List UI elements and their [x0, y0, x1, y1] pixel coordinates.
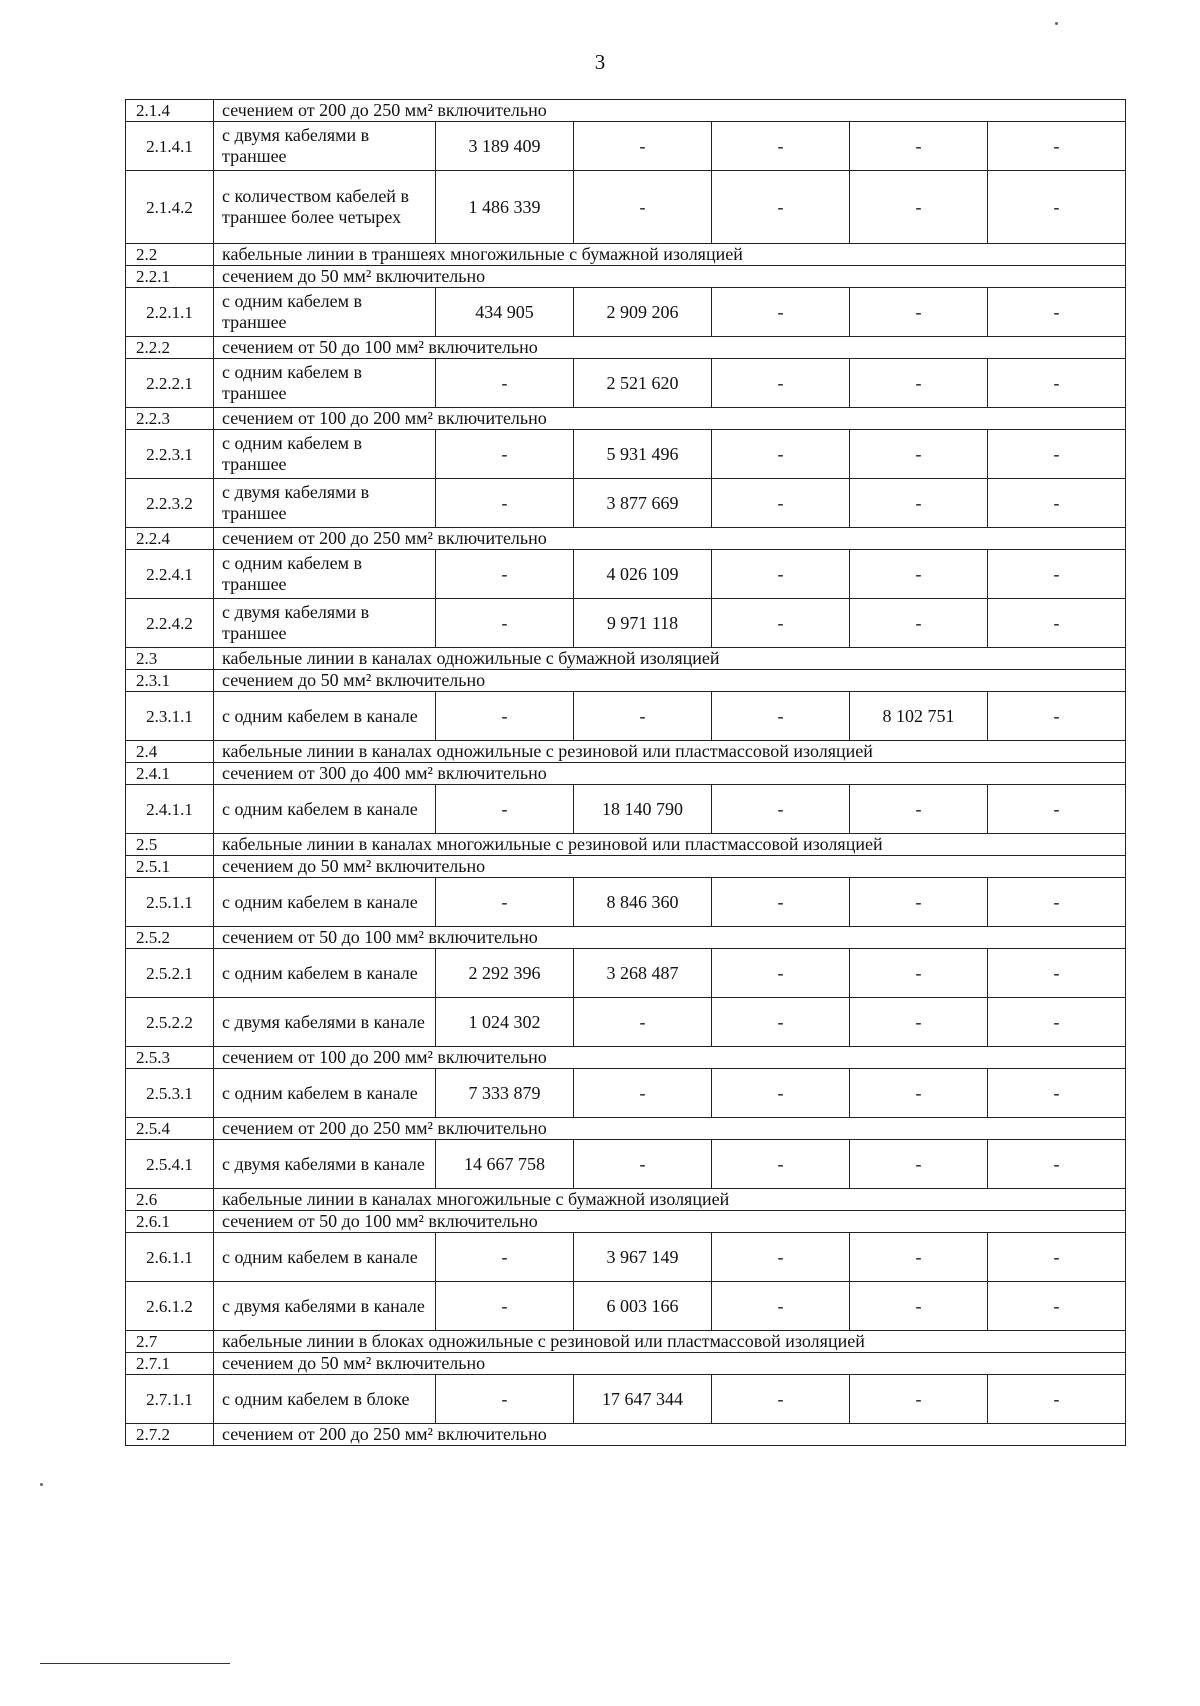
table-row: [126, 1069, 1126, 1118]
section-row: [126, 1211, 1126, 1233]
section-row: [126, 856, 1126, 878]
table-row: [126, 949, 1126, 998]
page-number: 3: [594, 50, 606, 74]
rates-table-container: [125, 99, 1125, 1446]
row-description: с одним кабелем в канале: [214, 692, 436, 741]
value-cell: -: [850, 1233, 988, 1282]
row-code: 2.2.4: [126, 528, 214, 550]
value-cell: -: [850, 171, 988, 244]
section-row: [126, 670, 1126, 692]
row-code: 2.7.1: [126, 1353, 214, 1375]
row-description: с двумя кабелями в траншее: [214, 599, 436, 648]
value-cell: -: [850, 479, 988, 528]
row-description: сечением от 50 до 100 мм² включительно: [214, 337, 1126, 359]
row-code: 2.7.1.1: [126, 1375, 214, 1424]
value-cell: 434 905: [436, 288, 574, 337]
row-code: 2.1.4.2: [126, 171, 214, 244]
value-cell: 9 971 118: [574, 599, 712, 648]
row-description: с двумя кабелями в канале: [214, 998, 436, 1047]
section-row: [126, 1331, 1126, 1353]
value-cell: -: [988, 171, 1126, 244]
value-cell: -: [436, 1233, 574, 1282]
value-cell: -: [436, 479, 574, 528]
row-code: 2.2.3: [126, 408, 214, 430]
value-cell: -: [712, 785, 850, 834]
row-description: кабельные линии в блоках одножильные с резиновой или пластмассовой изоляцией: [214, 1331, 1126, 1353]
value-cell: -: [850, 1282, 988, 1331]
value-cell: 5 931 496: [574, 430, 712, 479]
value-cell: 3 189 409: [436, 122, 574, 171]
value-cell: -: [850, 550, 988, 599]
table-row: [126, 599, 1126, 648]
section-row: [126, 1189, 1126, 1211]
footnote-rule: [40, 1663, 230, 1664]
row-description: с одним кабелем в траншее: [214, 550, 436, 599]
table-row: [126, 878, 1126, 927]
value-cell: -: [988, 949, 1126, 998]
value-cell: -: [712, 1233, 850, 1282]
row-code: 2.2.2.1: [126, 359, 214, 408]
table-row: [126, 171, 1126, 244]
value-cell: -: [712, 479, 850, 528]
value-cell: -: [574, 692, 712, 741]
section-row: [126, 763, 1126, 785]
row-description: сечением от 100 до 200 мм² включительно: [214, 1047, 1126, 1069]
value-cell: -: [712, 949, 850, 998]
value-cell: -: [988, 1375, 1126, 1424]
value-cell: -: [436, 1282, 574, 1331]
value-cell: -: [850, 599, 988, 648]
table-row: [126, 1282, 1126, 1331]
row-description: сечением от 200 до 250 мм² включительно: [214, 100, 1126, 122]
value-cell: -: [988, 599, 1126, 648]
row-code: 2.6.1.2: [126, 1282, 214, 1331]
value-cell: -: [850, 288, 988, 337]
row-description: с одним кабелем в канале: [214, 878, 436, 927]
value-cell: 1 024 302: [436, 998, 574, 1047]
value-cell: 8 846 360: [574, 878, 712, 927]
value-cell: -: [574, 1069, 712, 1118]
section-row: [126, 1118, 1126, 1140]
value-cell: 3 967 149: [574, 1233, 712, 1282]
row-code: 2.2.3.1: [126, 430, 214, 479]
value-cell: -: [436, 550, 574, 599]
value-cell: -: [850, 878, 988, 927]
row-code: 2.2.1.1: [126, 288, 214, 337]
row-code: 2.5.3.1: [126, 1069, 214, 1118]
value-cell: -: [712, 288, 850, 337]
value-cell: 3 877 669: [574, 479, 712, 528]
row-description: с одним кабелем в канале: [214, 949, 436, 998]
value-cell: 2 909 206: [574, 288, 712, 337]
value-cell: -: [574, 1140, 712, 1189]
section-row: [126, 100, 1126, 122]
value-cell: 17 647 344: [574, 1375, 712, 1424]
value-cell: -: [712, 692, 850, 741]
value-cell: -: [988, 359, 1126, 408]
value-cell: 18 140 790: [574, 785, 712, 834]
value-cell: -: [712, 359, 850, 408]
table-row: [126, 692, 1126, 741]
section-row: [126, 741, 1126, 763]
table-row: [126, 1140, 1126, 1189]
value-cell: -: [436, 785, 574, 834]
section-row: [126, 927, 1126, 949]
value-cell: -: [436, 359, 574, 408]
row-description: сечением от 50 до 100 мм² включительно: [214, 927, 1126, 949]
row-description: с одним кабелем в траншее: [214, 288, 436, 337]
row-code: 2.6.1: [126, 1211, 214, 1233]
row-code: 2.5.2.1: [126, 949, 214, 998]
row-description: с одним кабелем в блоке: [214, 1375, 436, 1424]
value-cell: 2 521 620: [574, 359, 712, 408]
value-cell: -: [574, 171, 712, 244]
row-description: сечением до 50 мм² включительно: [214, 266, 1126, 288]
row-code: 2.5.4: [126, 1118, 214, 1140]
row-code: 2.1.4.1: [126, 122, 214, 171]
row-code: 2.5: [126, 834, 214, 856]
value-cell: -: [988, 122, 1126, 171]
value-cell: -: [712, 998, 850, 1047]
section-row: [126, 1424, 1126, 1446]
table-row: [126, 998, 1126, 1047]
section-row: [126, 1047, 1126, 1069]
table-row: [126, 785, 1126, 834]
table-row: [126, 479, 1126, 528]
value-cell: -: [850, 998, 988, 1047]
value-cell: -: [988, 430, 1126, 479]
value-cell: -: [850, 1140, 988, 1189]
row-description: сечением до 50 мм² включительно: [214, 1353, 1126, 1375]
row-description: сечением до 50 мм² включительно: [214, 856, 1126, 878]
row-description: с одним кабелем в траншее: [214, 430, 436, 479]
row-code: 2.5.1.1: [126, 878, 214, 927]
row-description: кабельные линии в каналах многожильные с резиновой или пластмассовой изоляцией: [214, 834, 1126, 856]
value-cell: -: [574, 998, 712, 1047]
value-cell: -: [850, 122, 988, 171]
value-cell: -: [436, 430, 574, 479]
value-cell: -: [850, 359, 988, 408]
section-row: [126, 244, 1126, 266]
value-cell: -: [712, 1069, 850, 1118]
value-cell: -: [988, 550, 1126, 599]
value-cell: -: [988, 998, 1126, 1047]
value-cell: -: [988, 479, 1126, 528]
row-description: с двумя кабелями в канале: [214, 1282, 436, 1331]
value-cell: -: [436, 599, 574, 648]
section-row: [126, 648, 1126, 670]
row-code: 2.3.1.1: [126, 692, 214, 741]
row-description: кабельные линии в каналах многожильные с бумажной изоляцией: [214, 1189, 1126, 1211]
value-cell: -: [574, 122, 712, 171]
value-cell: -: [850, 430, 988, 479]
row-description: с одним кабелем в канале: [214, 785, 436, 834]
row-description: сечением от 200 до 250 мм² включительно: [214, 528, 1126, 550]
row-code: 2.6: [126, 1189, 214, 1211]
row-code: 2.2: [126, 244, 214, 266]
row-code: 2.2.3.2: [126, 479, 214, 528]
row-code: 2.2.4.1: [126, 550, 214, 599]
value-cell: 1 486 339: [436, 171, 574, 244]
row-description: с двумя кабелями в траншее: [214, 122, 436, 171]
row-code: 2.2.4.2: [126, 599, 214, 648]
table-row: [126, 550, 1126, 599]
row-code: 2.5.4.1: [126, 1140, 214, 1189]
value-cell: -: [988, 878, 1126, 927]
cable-rates-table: [125, 99, 1126, 1446]
row-code: 2.2.2: [126, 337, 214, 359]
table-row: [126, 288, 1126, 337]
row-description: с двумя кабелями в траншее: [214, 479, 436, 528]
row-code: 2.1.4: [126, 100, 214, 122]
table-row: [126, 1375, 1126, 1424]
row-description: с количеством кабелей в траншее более четырех: [214, 171, 436, 244]
row-code: 2.5.2: [126, 927, 214, 949]
value-cell: 8 102 751: [850, 692, 988, 741]
value-cell: 14 667 758: [436, 1140, 574, 1189]
row-description: кабельные линии в траншеях многожильные с бумажной изоляцией: [214, 244, 1126, 266]
value-cell: -: [712, 599, 850, 648]
value-cell: 3 268 487: [574, 949, 712, 998]
row-code: 2.4.1: [126, 763, 214, 785]
section-row: [126, 408, 1126, 430]
table-row: [126, 430, 1126, 479]
value-cell: 4 026 109: [574, 550, 712, 599]
row-code: 2.4: [126, 741, 214, 763]
value-cell: -: [988, 1233, 1126, 1282]
value-cell: -: [712, 878, 850, 927]
row-code: 2.3: [126, 648, 214, 670]
value-cell: -: [712, 122, 850, 171]
row-description: сечением от 200 до 250 мм² включительно: [214, 1118, 1126, 1140]
value-cell: -: [436, 692, 574, 741]
value-cell: -: [988, 1282, 1126, 1331]
value-cell: -: [712, 1375, 850, 1424]
table-row: [126, 359, 1126, 408]
value-cell: -: [436, 878, 574, 927]
row-code: 2.4.1.1: [126, 785, 214, 834]
value-cell: 7 333 879: [436, 1069, 574, 1118]
row-description: с двумя кабелями в канале: [214, 1140, 436, 1189]
row-code: 2.3.1: [126, 670, 214, 692]
row-code: 2.7: [126, 1331, 214, 1353]
value-cell: -: [988, 692, 1126, 741]
value-cell: -: [712, 430, 850, 479]
row-description: кабельные линии в каналах одножильные с бумажной изоляцией: [214, 648, 1126, 670]
value-cell: -: [850, 1069, 988, 1118]
row-code: 2.2.1: [126, 266, 214, 288]
value-cell: -: [436, 1375, 574, 1424]
row-description: сечением от 50 до 100 мм² включительно: [214, 1211, 1126, 1233]
section-row: [126, 337, 1126, 359]
row-code: 2.6.1.1: [126, 1233, 214, 1282]
row-description: сечением от 100 до 200 мм² включительно: [214, 408, 1126, 430]
value-cell: -: [850, 949, 988, 998]
value-cell: -: [850, 785, 988, 834]
value-cell: -: [712, 550, 850, 599]
table-row: [126, 1233, 1126, 1282]
row-description: сечением от 200 до 250 мм² включительно: [214, 1424, 1126, 1446]
row-description: с одним кабелем в траншее: [214, 359, 436, 408]
section-row: [126, 834, 1126, 856]
section-row: [126, 266, 1126, 288]
scan-speck: [40, 1483, 43, 1486]
value-cell: -: [988, 1140, 1126, 1189]
table-row: [126, 122, 1126, 171]
value-cell: -: [988, 1069, 1126, 1118]
section-row: [126, 528, 1126, 550]
value-cell: -: [712, 1140, 850, 1189]
scan-speck: [1055, 22, 1058, 25]
row-code: 2.5.1: [126, 856, 214, 878]
row-description: сечением до 50 мм² включительно: [214, 670, 1126, 692]
row-code: 2.5.3: [126, 1047, 214, 1069]
row-description: кабельные линии в каналах одножильные с резиновой или пластмассовой изоляцией: [214, 741, 1126, 763]
value-cell: -: [988, 288, 1126, 337]
row-code: 2.5.2.2: [126, 998, 214, 1047]
value-cell: -: [850, 1375, 988, 1424]
value-cell: -: [712, 171, 850, 244]
section-row: [126, 1353, 1126, 1375]
row-description: с одним кабелем в канале: [214, 1233, 436, 1282]
value-cell: -: [988, 785, 1126, 834]
row-description: с одним кабелем в канале: [214, 1069, 436, 1118]
value-cell: -: [712, 1282, 850, 1331]
value-cell: 2 292 396: [436, 949, 574, 998]
row-code: 2.7.2: [126, 1424, 214, 1446]
value-cell: 6 003 166: [574, 1282, 712, 1331]
row-description: сечением от 300 до 400 мм² включительно: [214, 763, 1126, 785]
